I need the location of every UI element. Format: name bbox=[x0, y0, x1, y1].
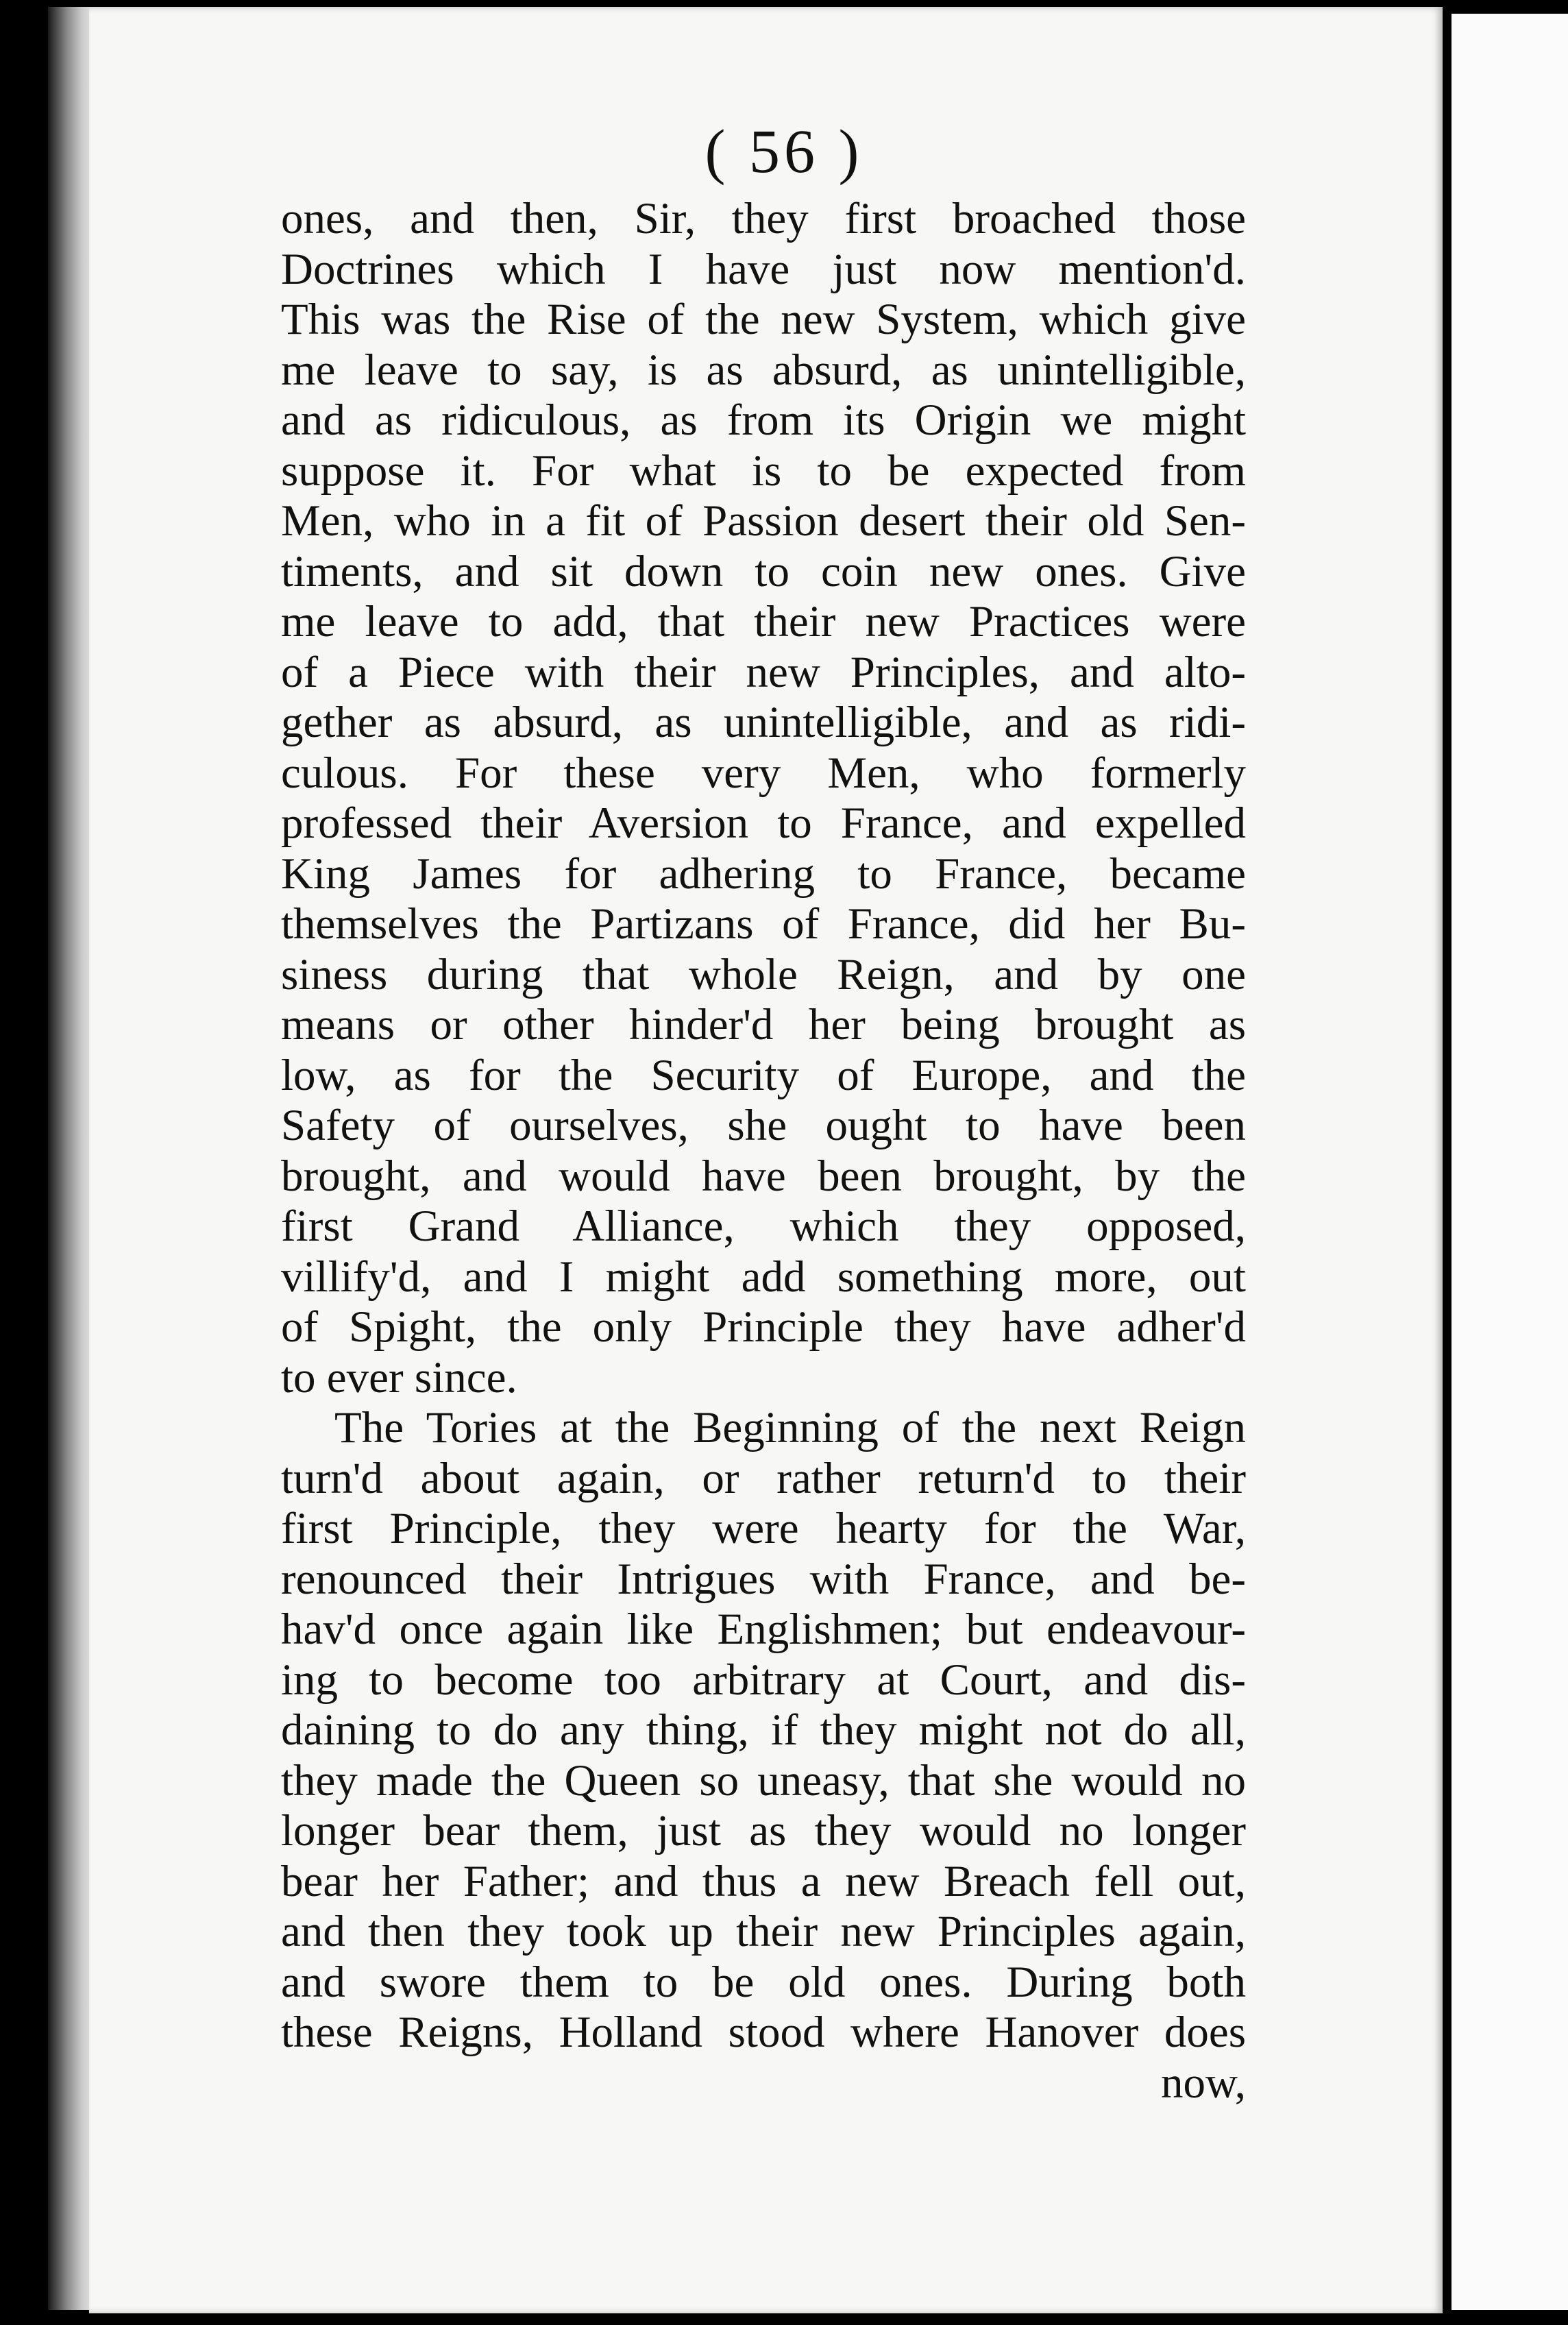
text-line: culous. For these very Men, who formerly bbox=[281, 748, 1246, 798]
text-line: low, as for the Security of Europe, and the bbox=[281, 1050, 1246, 1100]
text-line: brought, and would have been brought, by the bbox=[281, 1151, 1246, 1201]
text-line: King James for adhering to France, became bbox=[281, 849, 1246, 899]
text-line: Safety of ourselves, she ought to have been bbox=[281, 1101, 1246, 1150]
text-line: means or other hinder'd her being brought as bbox=[281, 1000, 1246, 1049]
text-line: these Reigns, Holland stood where Hanover does bbox=[281, 2008, 1246, 2057]
text-line: me leave to say, is as absurd, as unintelligible, bbox=[281, 345, 1246, 395]
text-line: suppose it. For what is to be expected from bbox=[281, 446, 1246, 496]
text-line: hav'd once again like Englishmen; but endeavour- bbox=[281, 1605, 1246, 1654]
text-line: they made the Queen so uneasy, that she would no bbox=[281, 1755, 1246, 1805]
text-line: first Principle, they were hearty for the War, bbox=[281, 1504, 1246, 1553]
text-line: and swore them to be old ones. During both bbox=[281, 1957, 1246, 2007]
facing-page-edge bbox=[1451, 14, 1568, 2310]
text-line: and then they took up their new Principles again, bbox=[281, 1907, 1246, 1956]
text-line: villify'd, and I might add something more, out bbox=[281, 1252, 1246, 1302]
text-line: timents, and sit down to coin new ones. Give bbox=[281, 546, 1246, 596]
text-line: bear her Father; and thus a new Breach fell out, bbox=[281, 1856, 1246, 1906]
text-line: longer bear them, just as they would no longer bbox=[281, 1806, 1246, 1855]
body-text bbox=[281, 194, 1246, 2108]
text-line: This was the Rise of the new System, which give bbox=[281, 295, 1246, 344]
text-line: siness during that whole Reign, and by one bbox=[281, 949, 1246, 999]
text-line: first Grand Alliance, which they opposed, bbox=[281, 1202, 1246, 1251]
text-line: to ever since. bbox=[281, 1352, 517, 1402]
text-line: The Tories at the Beginning of the next Reign bbox=[334, 1403, 1246, 1452]
text-line: themselves the Partizans of France, did her Bu- bbox=[281, 899, 1246, 949]
text-line: of Spight, the only Principle they have adher'd bbox=[281, 1302, 1246, 1352]
text-line: me leave to add, that their new Practices were bbox=[281, 597, 1246, 646]
text-line: daining to do any thing, if they might not do all, bbox=[281, 1705, 1246, 1755]
text-line: of a Piece with their new Principles, and alto- bbox=[281, 647, 1246, 697]
catchword: now, bbox=[1161, 2058, 1246, 2108]
page-number: ( 56 ) bbox=[705, 118, 863, 186]
text-line: Men, who in a fit of Passion desert their old Sen- bbox=[281, 496, 1246, 546]
text-line: and as ridiculous, as from its Origin we might bbox=[281, 395, 1246, 445]
text-line: turn'd about again, or rather return'd to their bbox=[281, 1453, 1246, 1503]
text-line: gether as absurd, as unintelligible, and as ridi- bbox=[281, 698, 1246, 747]
text-line: ones, and then, Sir, they first broached those bbox=[281, 194, 1246, 243]
text-line: ing to become too arbitrary at Court, and dis- bbox=[281, 1655, 1246, 1705]
text-line: Doctrines which I have just now mention'd. bbox=[281, 244, 1246, 294]
text-line: renounced their Intrigues with France, and be- bbox=[281, 1554, 1246, 1604]
text-line: professed their Aversion to France, and expelled bbox=[281, 799, 1246, 848]
